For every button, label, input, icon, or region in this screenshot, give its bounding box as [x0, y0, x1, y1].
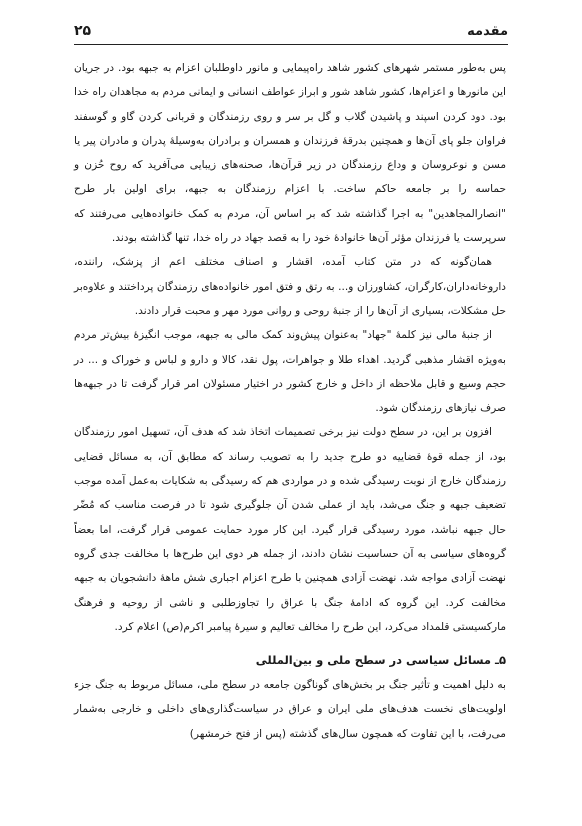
running-header [74, 20, 508, 42]
header-rule [74, 44, 508, 45]
section-heading: ۵ـ مسائل سیاسی در سطح ملی و بین‌المللی [255, 653, 506, 668]
paragraph: افزون بر این، در سطح دولت نیز برخی تصمیمات اتخاذ شد که هدف آن، تسهیل امور رزمندگان بود، از جمله قوهٔ قضاییه دو طرح جدید را به تصویب رساند که مطابق آن، به مسائل قضایی رزمندگان خارج از نوبت رسیدگی شده و در مواردی هم که رسیدگی به شکایات به‌عمل آمده موجب تضعیف جبهه و جنگ می‌شد، باید از عملی شدن آن جلوگیری شود تا در فرصت مناسب که مُضّر حال جبهه نباشد، مورد رسیدگی قرار گیرد. این کار مورد حمایت عمومی قرار گرفت، اما بعضاً گروه‌های سیاسی به آن حساسیت نشان دادند، از جمله هر دوی این طرح‌ها با مخالفت جدی گروه نهضت آزادی مواجه شد. نهضت آزادی همچنین با طرح اعزام اجباری شش ماههٔ دانشجویان به جبهه مخالفت کرد. این گروه که ادامهٔ جنگ با عراق را تجاوزطلبی و ناشی از روحیه و فرهنگ مارکسیستی قلمداد می‌کرد، این طرح را مخالف تعالیم و سیرهٔ پیامبر اکرم(ص) اعلام کرد. [74, 426, 506, 633]
paragraph: پس به‌طور مستمر شهرهای کشور شاهد راه‌پیمایی و مانور داوطلبان اعزام به جبهه بود. در جریان این مانورها و اعزام‌ها، کشور شاهد شور و ابراز عواطف انسانی و ایمانی مردم به مجاهدان راه خدا بود. دود کردن اسپند و پاشیدن گلاب و گل بر سر و روی رزمندگان و قربانی کردن گاو و گوسفند فراوان جلو پای آن‌ها و همچنین بدرقهٔ فرزندان و همسران و برادران به‌وسیلهٔ پدران و مادران پیر یا مسن و نوعروسان و وداع رزمندگان در زیر قرآن‌ها، صحنه‌های زیبایی می‌آفرید که روح حُزن و حماسه را بر جامعه حاکم ساخت. با اعزام رزمندگان به جبهه، برای اولین بار طرح "انصارالمجاهدین" به اجرا گذاشته شد که بر اساس آن، مردم به کمک خانواده‌هایی می‌رفتند که سرپرست یا فرزندان مؤثر آن‌ها خانوادهٔ خود را به قصد جهاد در راه خدا، تنها گذاشته بودند. [74, 62, 506, 245]
body-text [74, 56, 506, 746]
paragraph: به دلیل اهمیت و تأثیر جنگ بر بخش‌های گوناگون جامعه در سطح ملی، مسائل مربوط به جنگ جزء اولویت‌های نخست هدف‌های ملی ایران و عراق در سیاست‌گذاری‌های داخلی و خارجی به‌شمار می‌رفت، با این تفاوت که همچون سال‌های گذشته (پس از فتح خرمشهر) [74, 679, 506, 740]
paragraph: همان‌گونه که در متن کتاب آمده، اقشار و اصناف مختلف اعم از پزشک، راننده، داروخانه‌داران،کارگران، کشاورزان و... به رتق و فتق امور خانواده‌های رزمندگان پرداختند و علاوه‌بر حل مشکلات، بسیاری از آن‌ها را از جنبهٔ روحی و روانی مورد مهر و محبت قرار دادند. [74, 256, 506, 317]
page-number: ۲۵ [74, 23, 92, 39]
paragraph: از جنبهٔ مالی نیز کلمهٔ "جهاد" به‌عنوان پیش‌وند کمک مالی به جبهه، موجب انگیزهٔ بیش‌تر مردم به‌ویژه اقشار مذهبی گردید. اهداء طلا و جواهرات، پول نقد، کالا و دارو و لباس و خوراک و ... در حجم وسیع و قابل ملاحظه از داخل و خارج کشور در اختیار مسئولان امر قرار گرفت تا در جبهه‌ها صرف نیازهای رزمندگان شود. [74, 329, 506, 415]
running-title: مقدمه [467, 23, 508, 39]
